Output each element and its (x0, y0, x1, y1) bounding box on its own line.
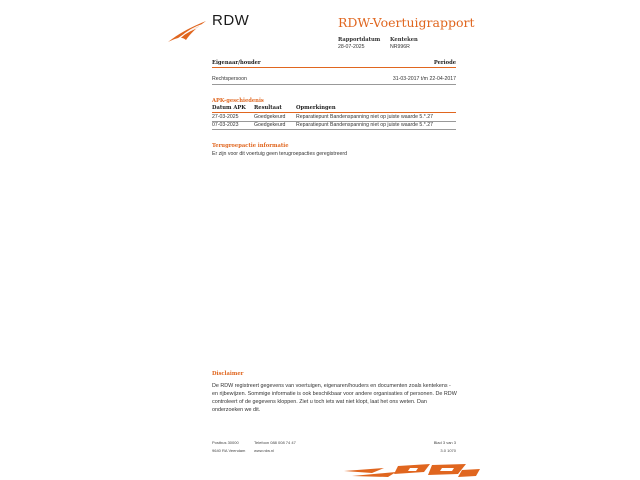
report-date-label: Rapportdatum (338, 37, 381, 43)
apk-date: 27-03-2025 (212, 114, 239, 120)
rdw-logo-icon (166, 18, 208, 44)
period-header: Periode (433, 60, 456, 66)
footer-postbus: Postbus 30000 (212, 440, 239, 445)
apk-col-remarks: Opmerkingen (296, 105, 336, 111)
apk-result: Goedgekeurd (254, 114, 286, 120)
owner-type: Rechtspersoon (212, 76, 247, 82)
owner-period: 31-03-2017 t/m 22-04-2017 (392, 76, 456, 82)
disclaimer-text: De RDW registreert gegevens van voertuigen, eigenaren/houders en documenten zoals kentekens - en rijbewijzen. Sommige informatie is ook beschikbaar voor andere organisaties of personen. De RDW controleert of de gegevens kloppen. Ziet u toch iets wat niet klopt, laat het ons weten. Dan onderzoeken we dit. (212, 383, 457, 413)
rdw-logo-text: RDW (212, 12, 250, 29)
footer-web: www.rdw.nl (254, 448, 275, 453)
plate-label: Kenteken (390, 37, 418, 43)
owner-header: Eigenaar/houder (212, 60, 261, 66)
recall-text: Er zijn voor dit voertuig geen terugroepacties geregistreerd (212, 151, 347, 157)
footer-code: 3.0 1070 (440, 448, 456, 453)
footer-phone: Telefoon 088 008 74 47 (254, 440, 296, 445)
report-title: RDW-Voertuigrapport (338, 15, 475, 30)
apk-section-title: APK-geschiedenis (212, 98, 264, 104)
owner-bottom-rule (212, 84, 456, 85)
plate-value: NR996R (390, 44, 410, 50)
apk-col-result: Resultaat (254, 105, 282, 111)
footer-stripes-graphic (344, 462, 480, 480)
owner-rule (212, 67, 456, 68)
disclaimer-title: Disclaimer (212, 371, 244, 377)
apk-remark: Reparatiepunt Bandenspanning niet op juiste waarde 5.*.27 (296, 122, 433, 128)
footer-city: 9640 RA Veendam (212, 448, 246, 453)
apk-col-date: Datum APK (212, 105, 246, 111)
row-divider (212, 129, 456, 130)
apk-header-rule (212, 112, 456, 113)
report-date-value: 28-07-2025 (338, 44, 365, 50)
apk-date: 07-03-2023 (212, 122, 239, 128)
recall-section-title: Terugroepactie informatie (212, 143, 289, 149)
apk-remark: Reparatiepunt Bandenspanning niet op juiste waarde 5.*.27 (296, 114, 433, 120)
apk-result: Goedgekeurd (254, 122, 286, 128)
footer-page: Blad 3 van 3 (433, 440, 456, 445)
